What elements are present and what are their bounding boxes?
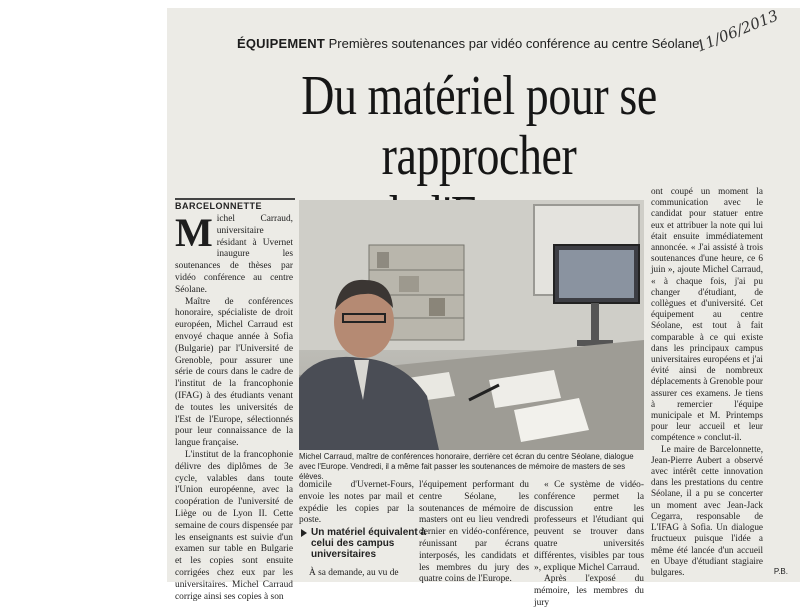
paragraph: domicile d'Uvernet-Fours, envoie les notes par mail et expédie les copies par la poste. [299, 480, 414, 526]
photo-illustration [299, 200, 644, 450]
article-column-2 [299, 480, 414, 527]
triangle-bullet-icon [301, 529, 307, 537]
paragraph: ont coupé un moment la communication avec le candidat pour statuer entre eux et attribuer la note qui lui était ensuite immédiatement annoncée. « J'ai assisté à trois soutenances d'une heure, ce 6 juin », ajoute Michel Carraud, « à chaque fois, j'ai pu changer d'étudiant, de collègues et d'université. Cet équipement au centre Séolane, est tout à fait comparable à ce qui existe dans les principaux campus universitaires européens et j'ai évité ainsi de nombreux déplacements à Grenoble pour assurer ces examens. Je tiens à remercier l'équipe municipale et M. Printemps pour leur accueil et leur compétence » conclut-il. [651, 186, 763, 443]
paragraph: Maître de conférences honoraire, spécialiste de droit européen, Michel Carraud est envoyé chaque année à Sofia (Bulgarie) par l'Université de Grenoble, pour assurer une série de cours dans le cadre de l'institut de la francophonie (IFAG) à des étudiants venant de toutes les universités de l'Est de l'Europe, sélectionnés pour leur connaissance de la langue française. [175, 296, 293, 449]
handwritten-date: 11/06/2013 [693, 6, 781, 56]
kicker-label: ÉQUIPEMENT [237, 36, 325, 51]
section-label: BARCELONNETTE [175, 201, 262, 211]
article-column-3 [419, 480, 529, 586]
paragraph-text: ichel Carraud, universitaire résidant à Uvernet inaugure les soutenances de thèses par vidéo conférence au centre Séolane. [175, 214, 293, 295]
subheading-text: Un matériel équivalent à celui des campus universitaires [311, 527, 427, 560]
paragraph: l'équipement performant du centre Séolane, les soutenances de mémoire de masters ont eu lieu vendredi dernier en vidéo-conférence, réunissant par écrans interposés, les candidats et les membres du jury des quatre coins de l'Europe. [419, 480, 529, 585]
paragraph: Le maire de Barcelonnette, Jean-Pierre Aubert a observé avec intérêt cette innovation dans les prestations du centre Séolane, il a pu se concerter un moment avec Jean-Jack Cegarra, responsable de L'IFAG à Sofia. Un dialogue fructueux puisque l'idée a même été lancée d'un accueil en Ubaye d'étudiant stagiaire bulgares. [651, 443, 763, 577]
article-column-1 [175, 210, 293, 603]
section-rule [175, 198, 295, 200]
paragraph: Après l'exposé du mémoire, les membres du jury [534, 574, 644, 608]
paragraph [175, 210, 293, 297]
headline-line1: Du matériel pour se rapprocher [301, 65, 657, 187]
author-signature: P.B. [773, 567, 788, 576]
kicker [237, 36, 717, 51]
dropcap: M [175, 210, 213, 255]
article-column-2b [299, 568, 414, 580]
newspaper-clipping [167, 6, 800, 608]
article-column-4 [534, 480, 644, 610]
photo-caption: Michel Carraud, maître de conférences honoraire, derrière cet écran du centre Séolane, dialogue avec l'Europe. Vendredi, il a même fait passer les soutenances de mémoire de masters de ses élèves. [299, 452, 634, 481]
paragraph: « Ce système de vidéo-conférence permet la discussion entre les professeurs et l'étudiant qui peuvent se trouver dans quatre universités différentes, visibles par tous », explique Michel Carraud. [534, 480, 644, 573]
article-column-5 [651, 186, 763, 578]
article-photo [299, 200, 644, 450]
paragraph: À sa demande, au vu de [309, 568, 399, 578]
paragraph: L'institut de la francophonie délivre des diplômes de 3e cycle, valables dans toute l'Union européenne, avec la coopération de l'université de Liège ou de Lyon II. Cette semaine de cours dispensée par les enseignants est suivie d'un examen sur table en Bulgarie et les copies sont ensuite corrigées chez eux par les universitaires. Michel Carraud corrige ainsi ses copies à son [175, 449, 293, 602]
subheading [301, 527, 431, 560]
kicker-text: Premières soutenances par vidéo conférence au centre Séolane [328, 36, 700, 51]
